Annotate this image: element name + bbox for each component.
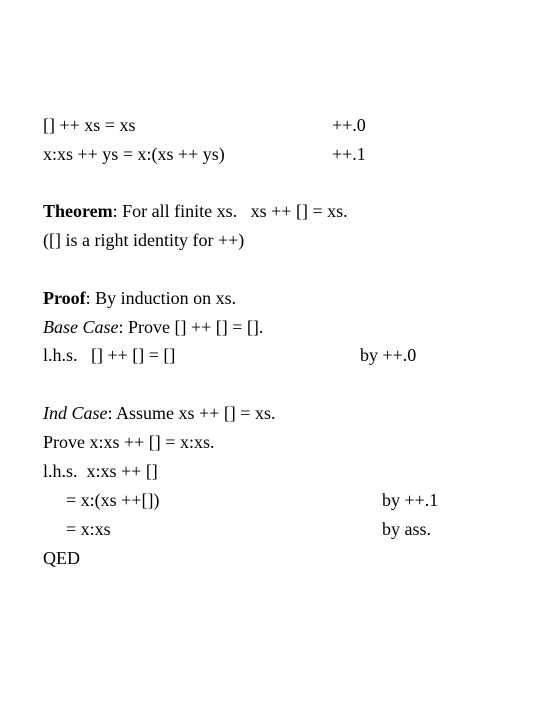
proof-step-1-justification: by ++.1 xyxy=(382,490,439,510)
theorem-note: ([] is a right identity for ++) xyxy=(43,230,245,250)
base-case-line xyxy=(43,316,263,338)
base-case-text: : Prove [] ++ [] = []. xyxy=(118,317,264,337)
base-lhs: l.h.s. [] ++ [] = [] xyxy=(43,345,176,365)
proof-keyword: Proof xyxy=(43,288,86,308)
base-justification: by ++.0 xyxy=(360,345,417,365)
theorem-statement: : For all finite xs. xs ++ [] = xs. xyxy=(112,201,348,221)
ind-case-line xyxy=(43,402,275,424)
ind-prove: Prove x:xs ++ [] = x:xs. xyxy=(43,432,215,452)
definition-label-1: ++.0 xyxy=(332,115,366,135)
proof-step-1: = x:(xs ++[]) xyxy=(66,490,160,510)
proof-step-2: = x:xs xyxy=(66,519,111,539)
definition-label-2: ++.1 xyxy=(332,144,366,164)
ind-lhs: l.h.s. x:xs ++ [] xyxy=(43,461,158,481)
ind-case-text: : Assume xs ++ [] = xs. xyxy=(107,403,276,423)
theorem-keyword: Theorem xyxy=(43,201,113,221)
proof-line xyxy=(43,287,236,309)
definition-line-2: x:xs ++ ys = x:(xs ++ ys) xyxy=(43,144,225,164)
theorem-line xyxy=(43,200,348,222)
proof-step-2-justification: by ass. xyxy=(382,519,431,539)
base-case-label: Base Case xyxy=(43,317,119,337)
ind-case-label: Ind Case xyxy=(43,403,108,423)
proof-intro: : By induction on xs. xyxy=(85,288,237,308)
qed: QED xyxy=(43,548,80,568)
definition-line-1: [] ++ xs = xs xyxy=(43,115,136,135)
